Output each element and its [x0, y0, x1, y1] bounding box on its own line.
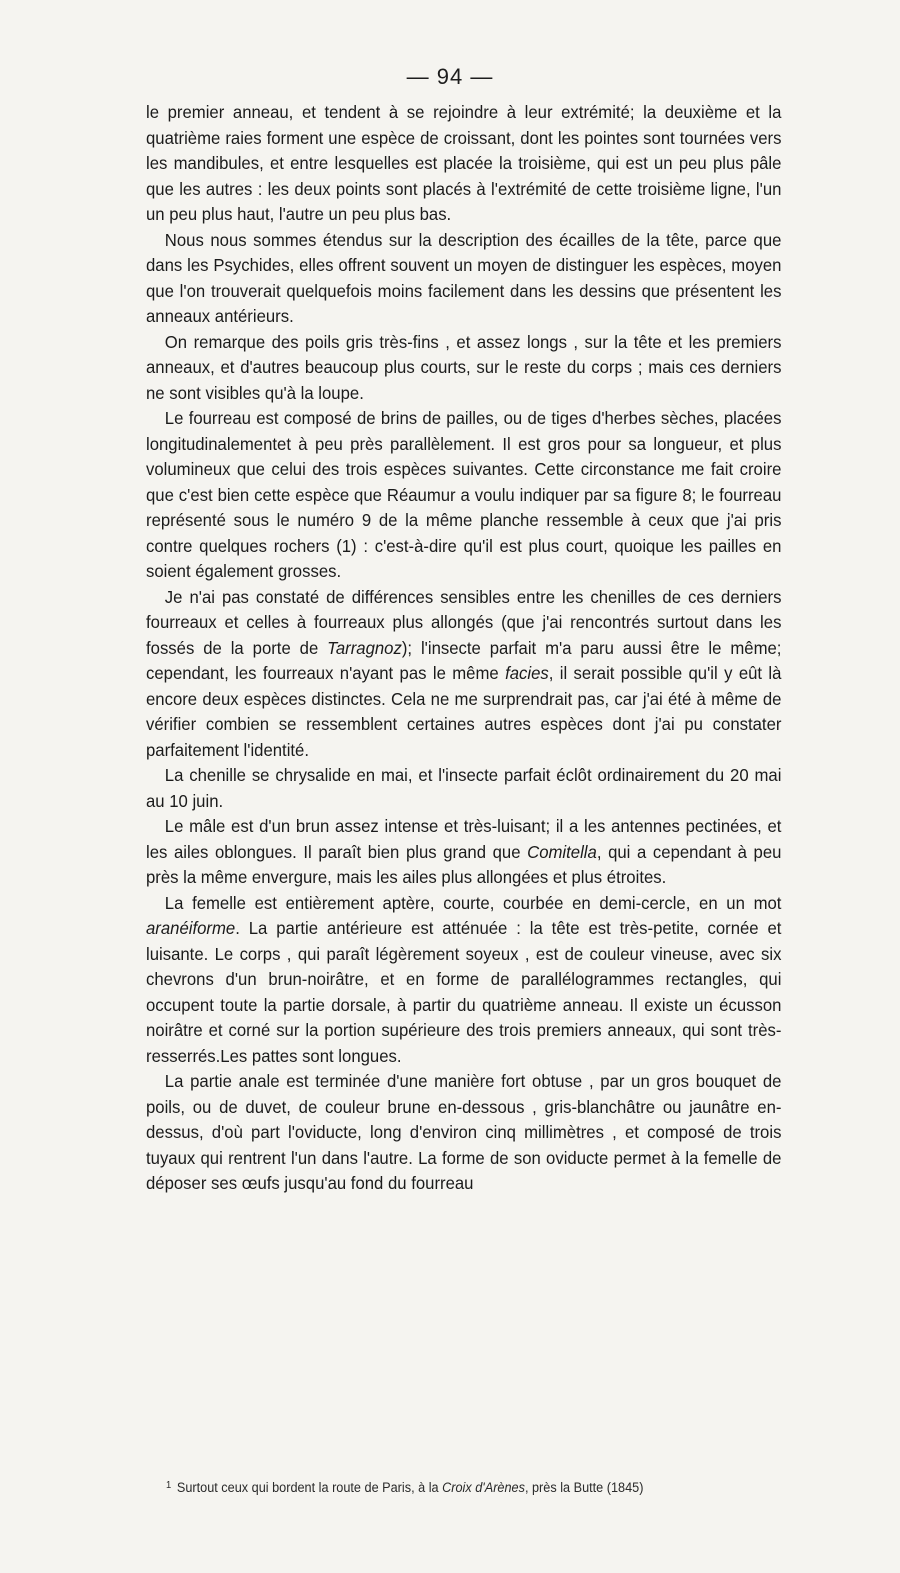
- paragraph: [146, 228, 781, 330]
- page-number: — 94 —: [406, 64, 494, 89]
- paragraph: [146, 1069, 781, 1197]
- italic-term: Tarragnoz: [327, 637, 402, 658]
- paragraph: [146, 406, 781, 585]
- italic-term: Comitella: [527, 841, 597, 862]
- text-run: Surtout ceux qui bordent la route de Paris, à la: [176, 1480, 443, 1495]
- text-run: Le fourreau est composé de brins de pailles, ou de tiges d'herbes sèches, placées longitudinalementet à peu près parallèlement. Il est gros pour sa longueur, et plus volumineux que celui des trois espèces suivantes. Cette circonstance me fait croire que c'est bien cette espèce que Réaumur a voulu indiquer par sa figure 8; le fourreau représenté sous le numéro 9 de la même planche ressemble à ceux que j'ai pris contre quelques rochers (1) : c'est-à-dire qu'il est plus court, quoique les pailles en soient également grosses.: [146, 408, 782, 581]
- text-run: La femelle est entièrement aptère, courte, courbée en demi-cercle, en un mot: [164, 892, 782, 913]
- paragraph: [146, 814, 781, 891]
- paragraph: [146, 330, 781, 407]
- footnote-marker: 1: [166, 1480, 172, 1491]
- paragraph: [146, 763, 781, 814]
- text-run: La chenille se chrysalide en mai, et l'insecte parfait éclôt ordinairement du 20 mai au 10 juin.: [146, 765, 782, 811]
- paragraph: [146, 100, 781, 228]
- text-run: , il serait possible qu'il y eût là encore deux espèces distinctes. Cela ne me surprendrait pas, car j'ai été à même de vérifier combien se ressemblent certaines autres espèces dont j'ai pu constater parfaitement l'identité.: [146, 663, 782, 760]
- text-run: ); l'insecte parfait m'a paru aussi être le même; cependant, les fourreaux n'ayant pas le même: [146, 637, 782, 683]
- text-run: On remarque des poils gris très-fins , et assez longs , sur la tête et les premiers anneaux, et d'autres beaucoup plus courts, sur le reste du corps ; mais ces derniers ne sont visibles qu'à la loupe.: [146, 331, 782, 403]
- paragraph: [146, 585, 781, 764]
- text-run: . La partie antérieure est atténuée : la tête est très-petite, cornée et luisante. Le corps , qui paraît légèrement soyeux , est de couleur vineuse, avec six chevrons d'un brun-noirâtre, et en forme de parallélogrammes rectangles, qui occupent toute la partie dorsale, à partir du quatrième anneau. Il existe un écusson noirâtre et corné sur la portion supérieure des trois premiers anneaux, qui sont très-resserrés.Les pattes sont longues.: [146, 918, 782, 1066]
- text-run: , qui a cependant à peu près la même envergure, mais les ailes plus allongées et plus étroites.: [146, 841, 782, 887]
- text-run: le premier anneau, et tendent à se rejoindre à leur extrémité; la deuxième et la quatrième raies forment une espèce de croissant, dont les pointes sont tournées vers les mandibules, et entre lesquelles est placée la troisième, qui est un peu plus pâle que les autres : les deux points sont placés à l'extrémité de cette troisième ligne, l'un un peu plus haut, l'autre un peu plus bas.: [146, 102, 782, 224]
- body-text: [146, 100, 781, 1197]
- italic-term: aranéiforme: [146, 918, 236, 938]
- text-run: La partie anale est terminée d'une manière fort obtuse , par un gros bouquet de poils, ou de duvet, de couleur brune en-dessous , gris-blanchâtre ou jaunâtre en-dessus, d'où part l'oviducte, long d'environ cinq millimètres , et composé de trois tuyaux qui rentrent l'un dans l'autre. La forme de son oviducte permet à la femelle de déposer ses œufs jusqu'au fond du fourreau: [146, 1071, 782, 1193]
- italic-term: facies: [505, 663, 549, 683]
- footnote: [166, 1477, 805, 1497]
- text-run: , près la Butte (1845): [524, 1480, 644, 1495]
- text-run: Je n'ai pas constaté de différences sensibles entre les chenilles de ces derniers fourreaux et celles à fourreaux plus allongés (que j'ai rencontrés surtout dans les fossés de la porte de: [146, 586, 782, 658]
- text-run: Le mâle est d'un brun assez intense et très-luisant; il a les antennes pectinées, et les ailes oblongues. Il paraît bien plus grand que: [146, 816, 782, 862]
- paragraph: [146, 891, 781, 1070]
- footnote-text: [177, 1480, 644, 1495]
- italic-term: Croix d'Arènes: [442, 1480, 525, 1495]
- text-run: Nous nous sommes étendus sur la description des écailles de la tête, parce que dans les Psychides, elles offrent souvent un moyen de distinguer les espèces, moyen que l'on trouverait quelquefois moins facilement dans les dessins que présentent les anneaux antérieurs.: [146, 229, 782, 326]
